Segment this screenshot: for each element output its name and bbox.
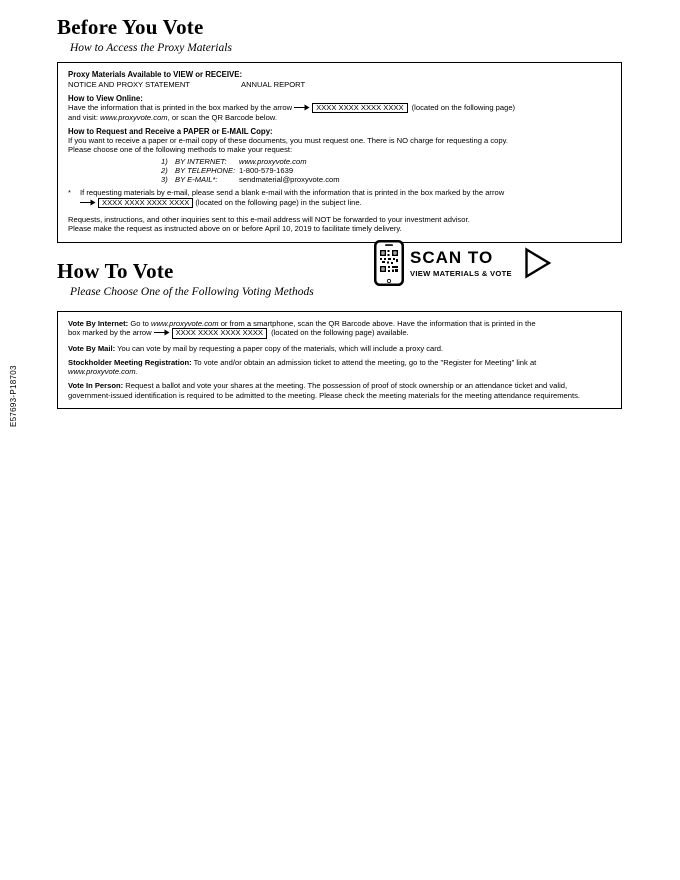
view-online-section: [68, 94, 611, 123]
internet-text1: Go to: [130, 318, 149, 328]
view-online-line1: [68, 103, 611, 113]
scan-to-label: SCAN TO: [410, 247, 494, 267]
view-materials-vote-label: VIEW MATERIALS & VOTE: [410, 268, 512, 278]
right-arrow-icon: [80, 199, 96, 206]
material-annual-report: ANNUAL REPORT: [241, 80, 306, 90]
internet-text4: (located on the following page) available.: [271, 328, 409, 338]
proxy-document-page: [0, 0, 680, 427]
materials-available-heading: Proxy Materials Available to VIEW or RECEIVE:: [68, 70, 243, 80]
mail-text: You can vote by mail by requesting a paper copy of the materials, which will include a proxy card.: [117, 343, 444, 353]
before-you-vote-title: Before You Vote: [57, 15, 204, 39]
view-online-text-post: (located on the following page): [411, 102, 516, 112]
meeting-registration-label: Stockholder Meeting Registration:: [68, 357, 192, 367]
view-online-line2: [68, 113, 611, 122]
right-arrow-icon: [294, 104, 310, 111]
internet-text3: box marked by the arrow: [68, 328, 152, 338]
request-copy-section: [68, 127, 611, 185]
proxyvote-url: www.proxyvote.com: [151, 318, 219, 328]
method-by-email: [161, 175, 611, 184]
notice-line1: Requests, instructions, and other inquiries sent to this e-mail address will NOT be forwarded to your investment advisor.: [68, 215, 470, 225]
method-value-phone: 1-800-579-1639: [239, 165, 294, 175]
method-value-url: www.proxyvote.com: [239, 156, 307, 166]
view-online-text: Have the information that is printed in the box marked by the arrow: [68, 102, 293, 112]
footnote-text: [80, 188, 611, 208]
vote-by-internet-paragraph: [68, 319, 611, 339]
control-number-box: XXXX XXXX XXXX XXXX: [98, 198, 193, 208]
request-methods-list: [161, 157, 611, 185]
vote-by-mail-label: Vote By Mail:: [68, 343, 116, 353]
footnote-line1: If requesting materials by e-mail, please send a blank e-mail with the information that is printed in the box marked by the arrow: [80, 188, 505, 198]
vote-in-person-paragraph: [68, 381, 611, 400]
request-copy-line1: If you want to receive a paper or e-mail copy of these documents, you must request one. There is NO charge for requesting a copy.: [68, 135, 508, 145]
method-number: 2): [161, 165, 168, 175]
method-value-email: sendmaterial@proxyvote.com: [239, 175, 340, 185]
proxyvote-url: www.proxyvote.com,: [100, 113, 170, 123]
request-copy-heading: How to Request and Receive a PAPER or E-MAIL Copy:: [68, 126, 273, 136]
method-number: 3): [161, 175, 168, 185]
scan-qr-text: or scan the QR Barcode below.: [171, 113, 277, 123]
method-label: BY INTERNET:: [175, 156, 227, 166]
registration-text: To vote and/or obtain an admission ticket to attend the meeting, go to the "Register for Meeting" link at: [193, 357, 537, 367]
method-by-internet: [161, 157, 611, 166]
scan-to-vote-graphic: [374, 240, 552, 286]
visit-text: and visit:: [68, 113, 98, 123]
email-footnote: [68, 188, 611, 208]
person-text: Request a ballot and vote your shares at the meeting. The possession of proof of stock ownership or an attendance ticket and valid, government-issued identification is required to be admitted to the meeting. Please check the meeting materials for the meeting attendance requirements.: [68, 381, 581, 400]
method-label: BY TELEPHONE:: [175, 165, 236, 175]
vote-in-person-label: Vote In Person:: [68, 381, 124, 391]
meeting-registration-paragraph: [68, 358, 611, 377]
method-number: 1): [161, 156, 168, 166]
internet-text2: or from a smartphone, scan the QR Barcode above. Have the information that is printed in the: [220, 318, 536, 328]
how-to-vote-title: How To Vote: [57, 258, 174, 283]
right-arrow-icon: [154, 329, 170, 336]
requests-notice: [68, 215, 611, 234]
play-triangle-icon: [524, 247, 552, 279]
footnote-line2: (located on the following page) in the subject line.: [195, 197, 362, 207]
method-label: BY E-MAIL*:: [175, 175, 218, 185]
method-by-telephone: [161, 166, 611, 175]
vote-by-internet-label: Vote By Internet:: [68, 318, 129, 328]
before-you-vote-subtitle: How to Access the Proxy Materials: [70, 42, 232, 55]
footnote-asterisk: *: [68, 188, 71, 198]
proxyvote-url: www.proxyvote.com.: [68, 367, 138, 377]
how-to-vote-subtitle: Please Choose One of the Following Voting Methods: [70, 285, 314, 298]
material-notice-proxy-statement: NOTICE AND PROXY STATEMENT: [68, 80, 190, 90]
proxy-materials-box: [57, 62, 622, 243]
request-copy-line2: Please choose one of the following methods to make your request:: [68, 145, 293, 155]
control-number-box: XXXX XXXX XXXX XXXX: [312, 103, 407, 113]
voting-methods-box: [57, 311, 622, 409]
notice-line2: Please make the request as instructed above on or before April 10, 2019 to facilitate timely delivery.: [68, 224, 402, 234]
document-code: E57693-P18703: [9, 365, 18, 427]
control-number-box: XXXX XXXX XXXX XXXX: [172, 328, 267, 338]
smartphone-qr-icon: [374, 240, 404, 286]
scan-text-block: [410, 249, 512, 278]
vote-by-mail-paragraph: [68, 344, 611, 353]
view-online-heading: How to View Online:: [68, 93, 143, 103]
materials-list: [68, 80, 611, 89]
